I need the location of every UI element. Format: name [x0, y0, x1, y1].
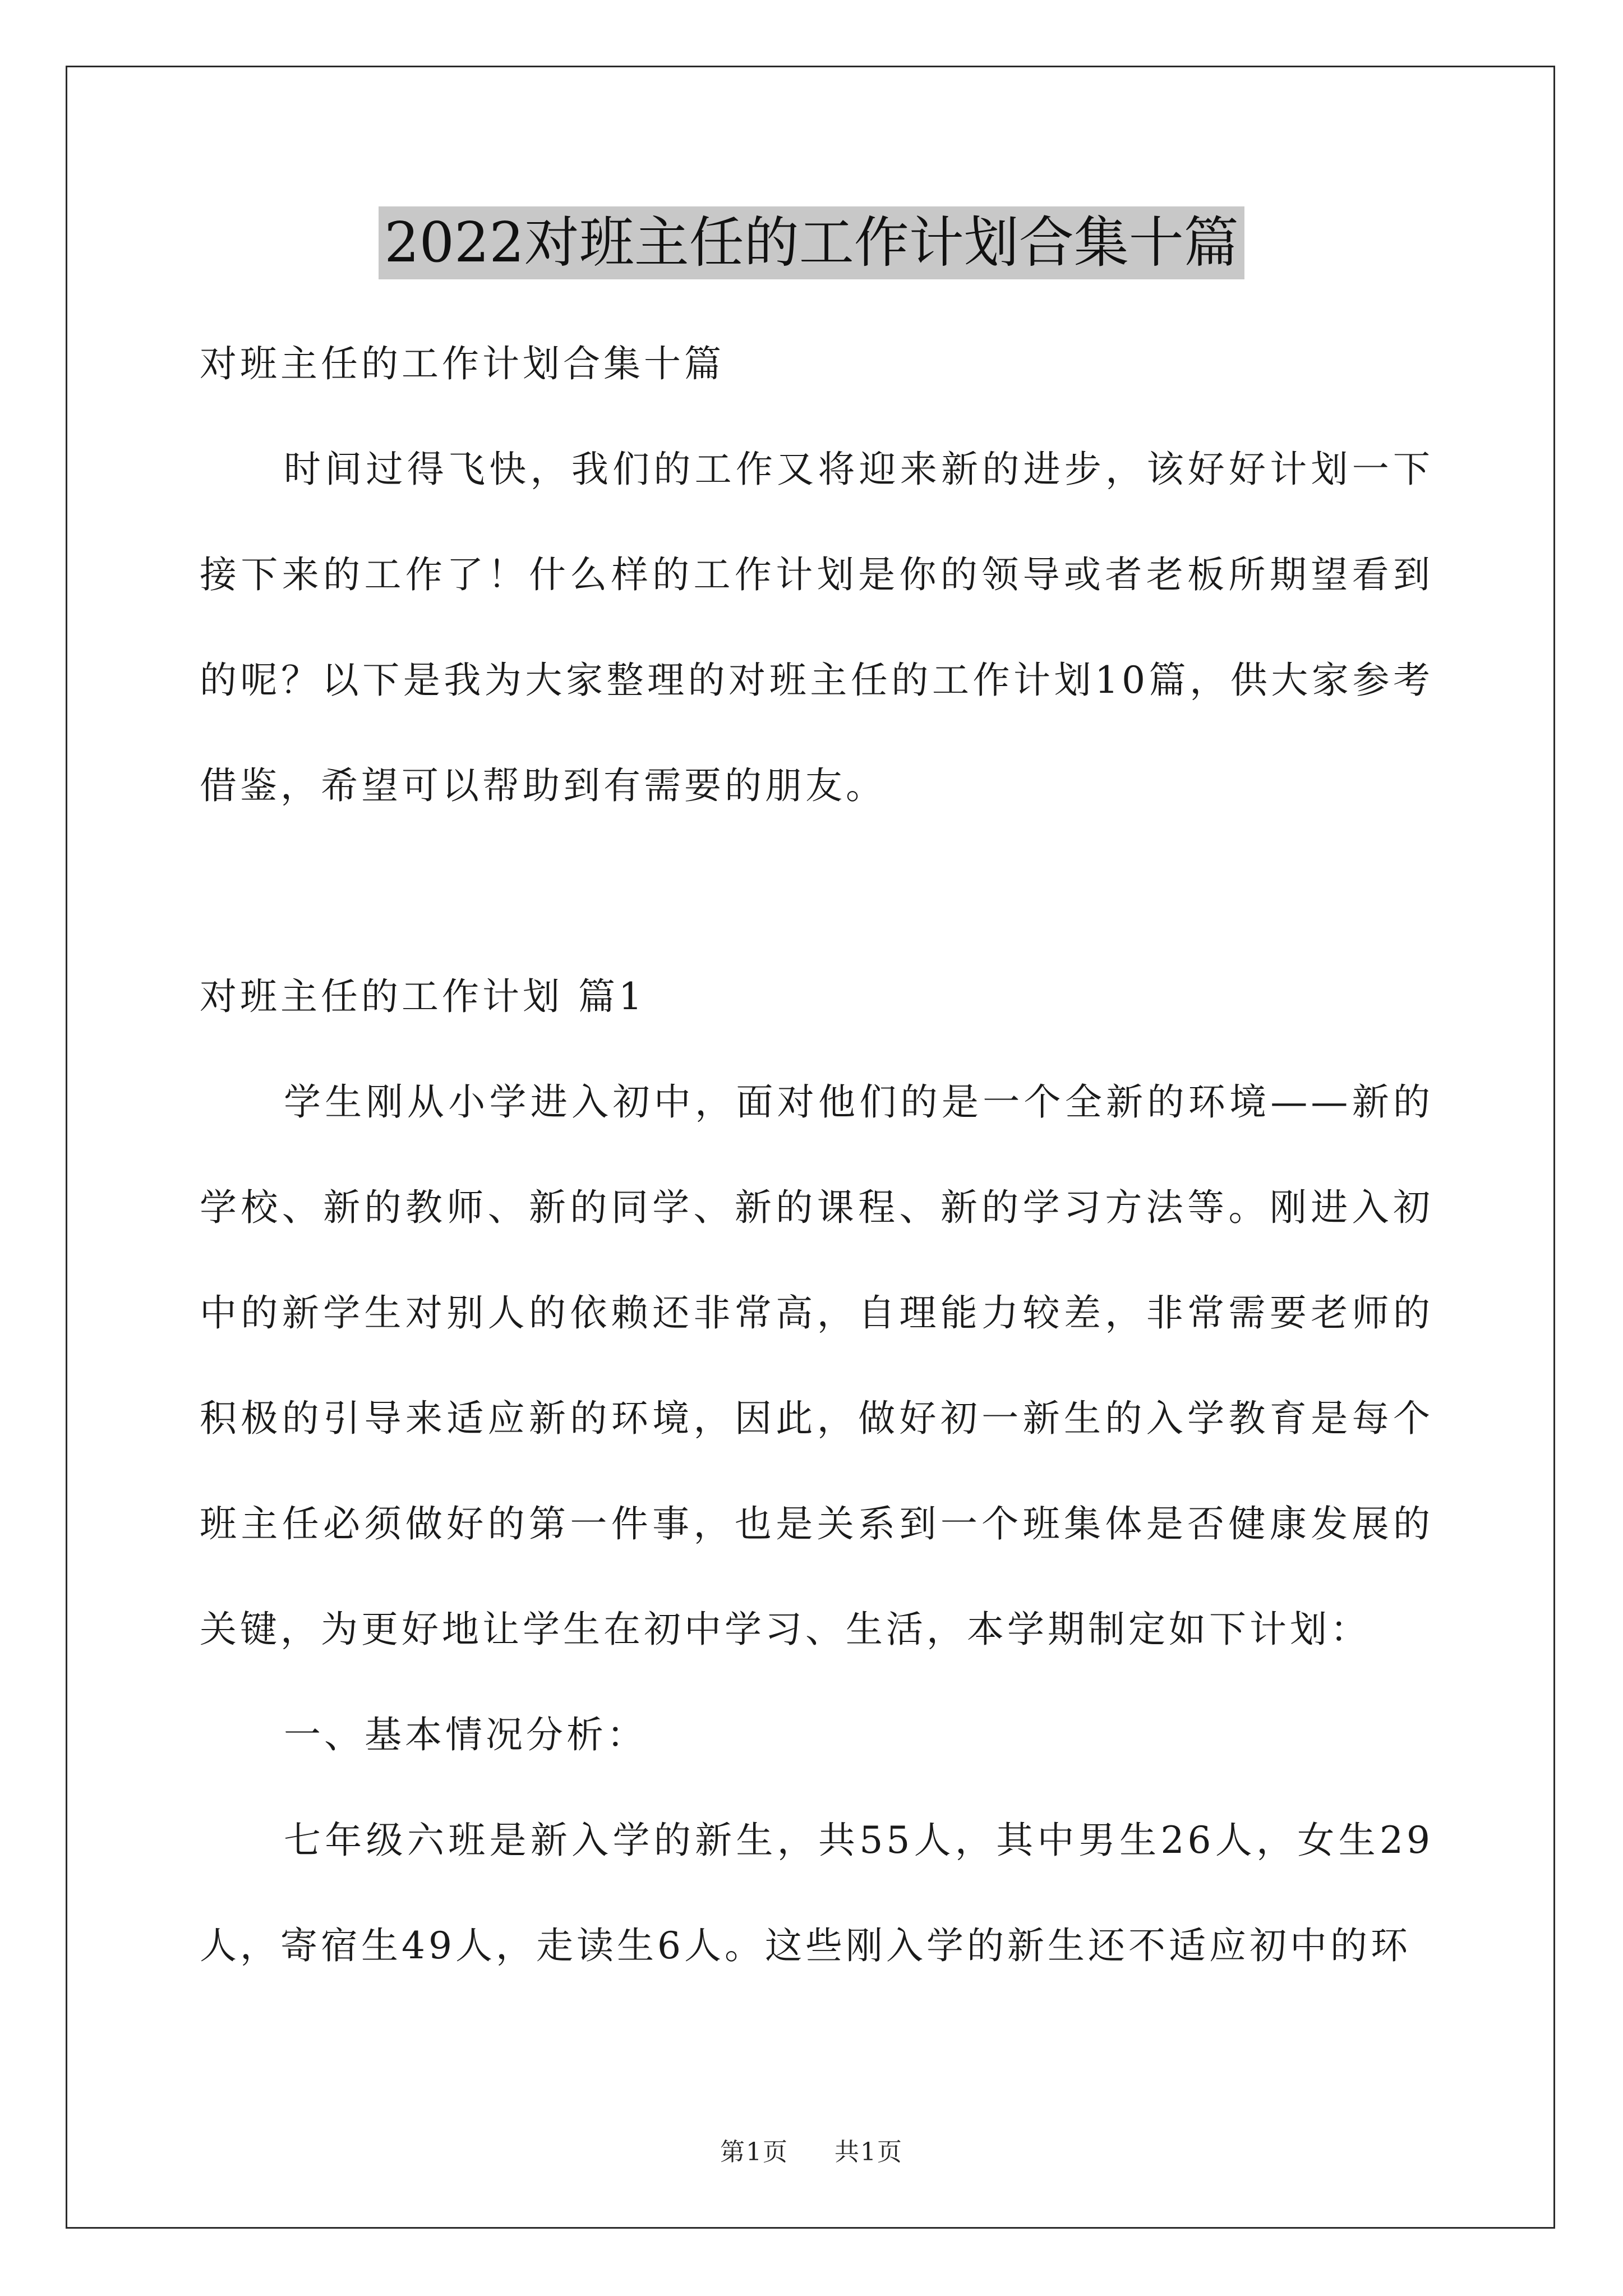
section-paragraph: 学生刚从小学进入初中，面对他们的是一个全新的环境——新的学校、新的教师、新的同学、新的课程、新的学习方法等。刚进入初中的新学生对别人的依赖还非常高，自理能力较差，非常需要老师的积极的引导来适应新的环境，因此，做好初一新生的入学教育是每个班主任必须做好的第一件事，也是关系到一个班集体是否健康发展的关键，为更好地让学生在初中学习、生活，本学期制定如下计划： [200, 1080, 1433, 1651]
page-number: 第1页 [720, 2138, 789, 2166]
analysis-subheading: 一、基本情况分析： [284, 1713, 647, 1756]
analysis-paragraph: 七年级六班是新入学的新生，共55人，其中男生26人，女生29人，寄宿生49人，走读生6人。这些刚入学的新生还不适应初中的环 [200, 1819, 1433, 1967]
document-title: 2022对班主任的工作计划合集十篇 [379, 206, 1244, 279]
page-total: 共1页 [834, 2138, 903, 2166]
document-body [200, 311, 1433, 1999]
page-footer [0, 2132, 1623, 2168]
title-container [0, 206, 1623, 279]
section-heading: 对班主任的工作计划 篇1 [200, 975, 645, 1018]
document-subtitle: 对班主任的工作计划合集十篇 [200, 342, 725, 385]
intro-paragraph: 时间过得飞快，我们的工作又将迎来新的进步，该好好计划一下接下来的工作了！什么样的工作计划是你的领导或者老板所期望看到的呢？以下是我为大家整理的对班主任的工作计划10篇，供大家参考借鉴，希望可以帮助到有需要的朋友。 [200, 448, 1433, 807]
section-spacer [200, 839, 1433, 944]
